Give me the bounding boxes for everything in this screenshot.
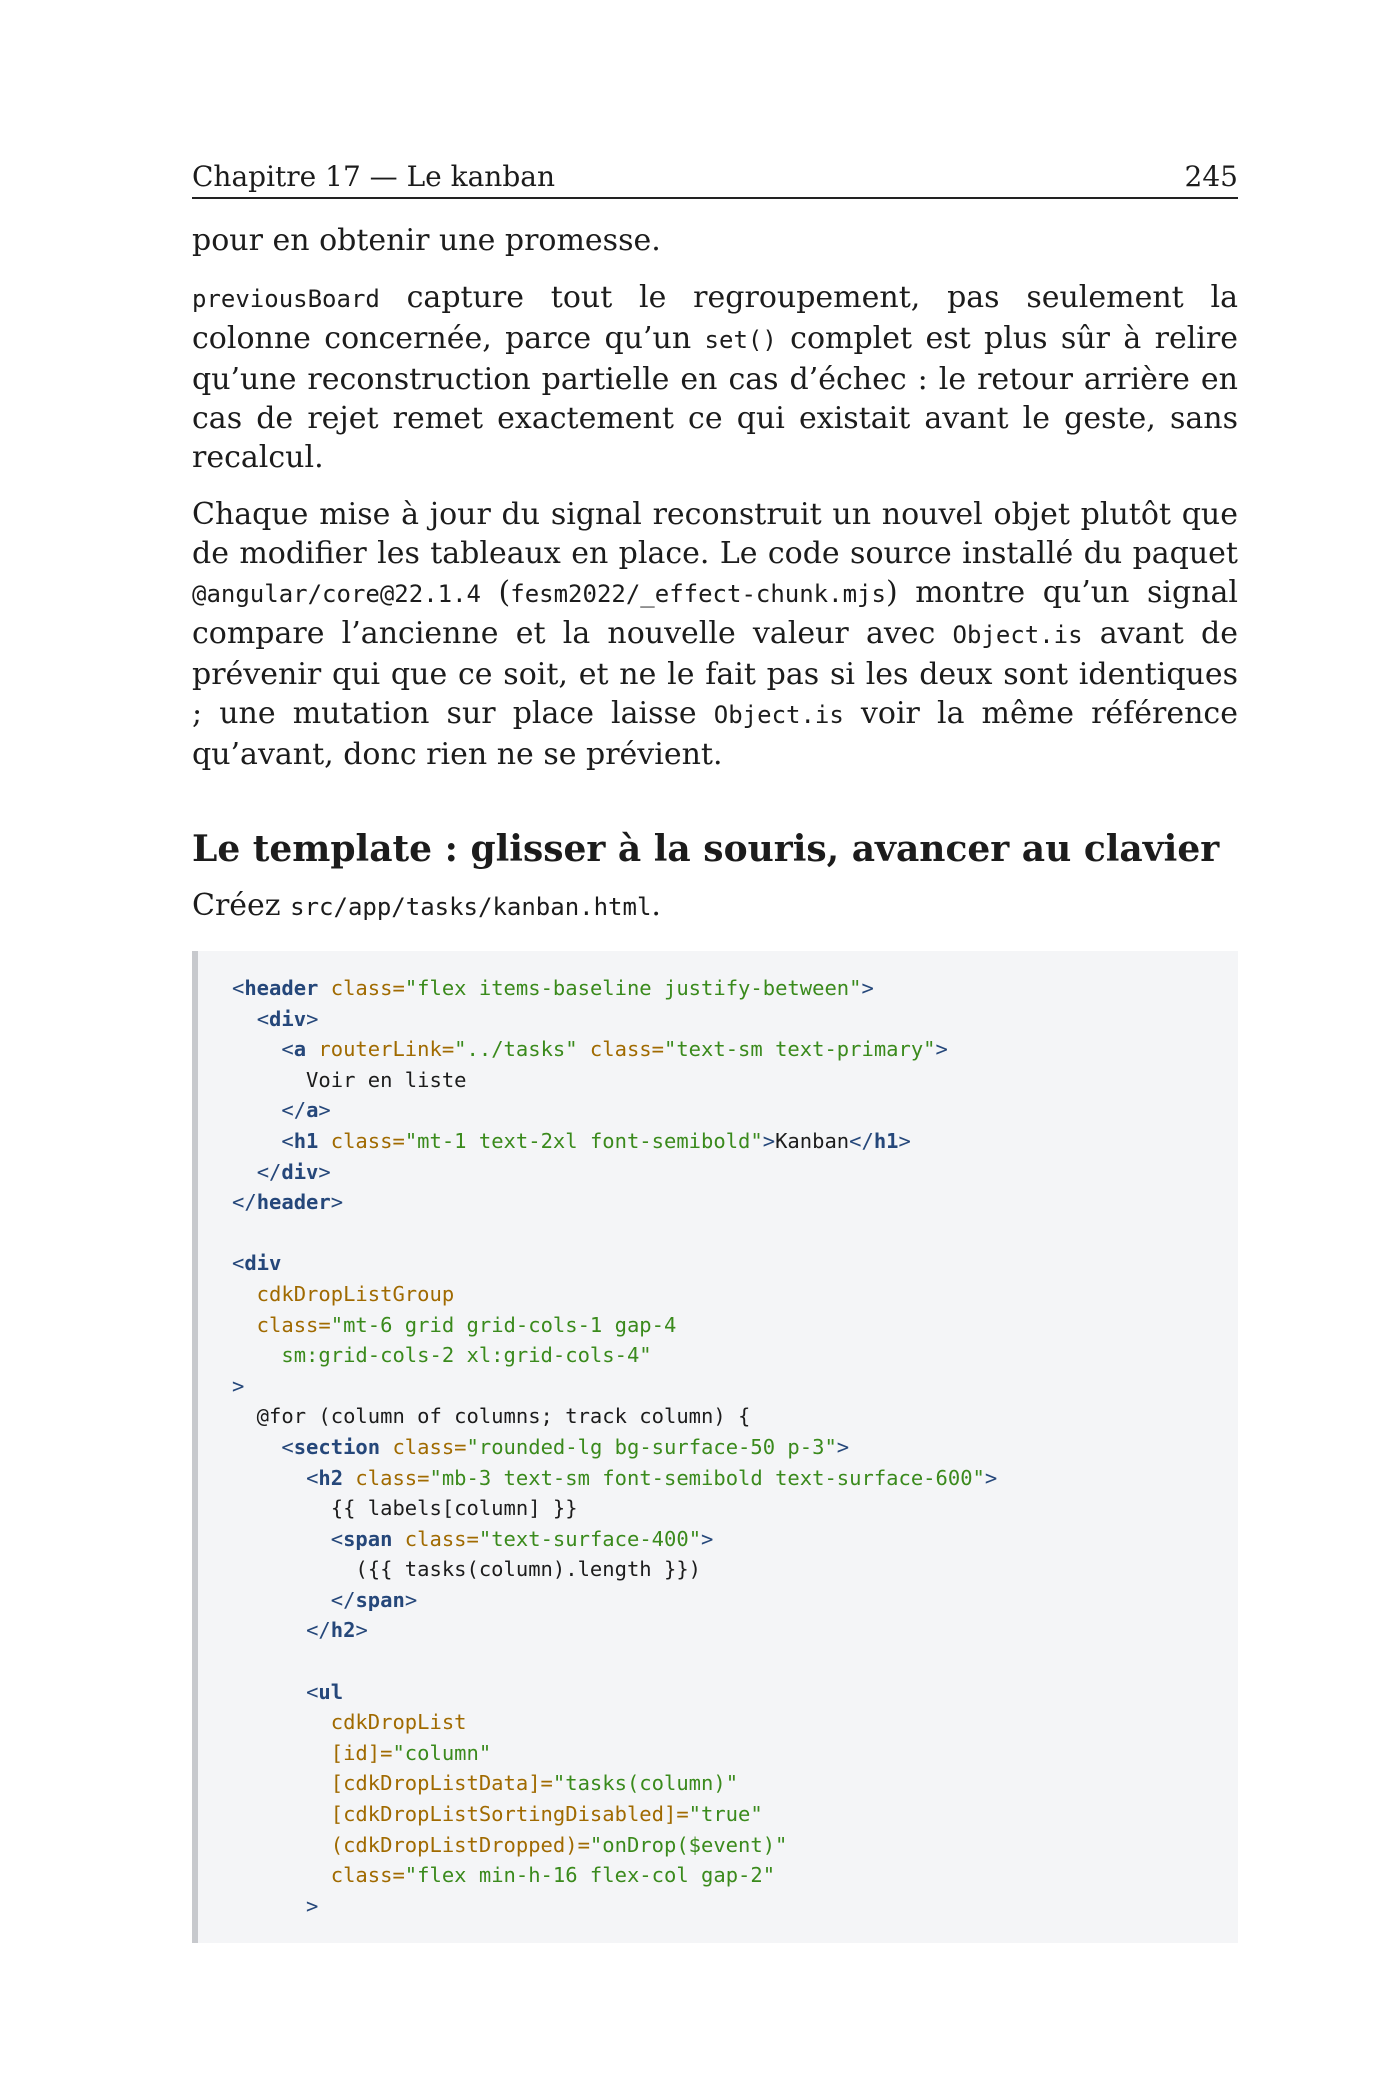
code-string: "onDrop($event)": [589, 1832, 788, 1857]
text-run: Chaque mise à jour du signal reconstruit un nouvel objet plutôt que de modifier les tableaux en place. Le code source installé du paquet: [192, 497, 1238, 571]
code-text: @for (column of columns; track column) {: [232, 1404, 751, 1429]
code-line: [232, 1830, 1238, 1861]
code-line: [232, 1432, 1238, 1463]
code-punct: <: [306, 1465, 319, 1490]
section-heading: Le template : glisser à la souris, avancer au clavier: [192, 828, 1220, 870]
code-punct: <: [281, 1434, 294, 1459]
code-line: [232, 1524, 1238, 1555]
code-tag: a: [306, 1098, 319, 1123]
inline-code: Object.is: [952, 621, 1083, 649]
text-run: capture tout le regroupement, pas seulement la colonne concernée, parce qu’un: [192, 280, 1238, 356]
code-tag: ul: [318, 1679, 344, 1704]
code-line: [232, 1615, 1238, 1646]
code-tag: h2: [318, 1465, 344, 1490]
code-text: [232, 1037, 281, 1061]
code-attr: class=: [318, 976, 405, 1000]
code-line: [232, 1065, 1238, 1096]
code-line: [232, 1768, 1238, 1799]
code-tag: div: [244, 1251, 282, 1276]
intro-paragraph: [192, 886, 1238, 927]
code-tag: div: [281, 1159, 319, 1184]
code-string: "mt-1 text-2xl font-semibold": [404, 1128, 763, 1153]
code-text: [232, 1160, 257, 1184]
inline-code: set(): [704, 326, 777, 354]
code-line: [232, 1279, 1238, 1310]
code-attr: [id]=: [232, 1740, 393, 1765]
inline-code: fesm2022/_effect-chunk.mjs: [510, 580, 886, 608]
code-punct: </: [306, 1618, 331, 1643]
text-run: voir la même référence qu’avant, donc rien ne se prévient.: [192, 696, 1238, 772]
code-attr: class=: [577, 1037, 664, 1062]
code-line: [232, 973, 1238, 1004]
code-tag: h1: [873, 1128, 899, 1153]
code-text: [232, 1527, 331, 1551]
code-tag: a: [293, 1037, 307, 1062]
code-tag: h1: [293, 1128, 319, 1153]
code-line: [232, 1799, 1238, 1830]
code-string: "rounded-lg bg-surface-50 p-3": [466, 1434, 837, 1459]
file-path: src/app/tasks/kanban.html: [290, 893, 652, 921]
code-line: [232, 1187, 1238, 1218]
code-tag: header: [244, 976, 319, 1000]
code-string: "true": [688, 1802, 763, 1827]
code-line: [232, 1248, 1238, 1279]
code-string: sm:grid-cols-2 xl:grid-cols-4": [232, 1343, 652, 1368]
page-number: 245: [1184, 160, 1238, 193]
code-punct: >: [701, 1526, 714, 1551]
code-attr: class=: [392, 1526, 479, 1551]
code-punct: >: [861, 976, 874, 1000]
code-line: [232, 1738, 1238, 1769]
code-punct: </: [849, 1128, 874, 1153]
code-line: [232, 1707, 1238, 1738]
code-punct: <: [256, 1006, 270, 1031]
chapter-title: Chapitre 17 — Le kanban: [192, 160, 555, 193]
code-block: [192, 951, 1238, 1943]
code-text: [232, 1680, 306, 1704]
paragraph-2: [192, 278, 1238, 477]
text-run: Créez: [192, 888, 291, 923]
code-attr: class=: [232, 1863, 405, 1888]
code-line: [232, 1554, 1238, 1585]
code-text: [232, 1435, 281, 1459]
code-string: "flex min-h-16 flex-col gap-2": [404, 1863, 776, 1888]
code-attr: (cdkDropListDropped)=: [232, 1832, 590, 1857]
code-attr: cdkDropListGroup: [232, 1281, 455, 1306]
code-attr: [cdkDropListSortingDisabled]=: [232, 1802, 689, 1827]
code-text: [232, 1618, 306, 1642]
code-punct: >: [330, 1190, 344, 1215]
code-text: ({{ tasks(column).length }}): [232, 1557, 701, 1582]
code-line: [232, 1585, 1238, 1616]
code-line: [232, 1860, 1238, 1891]
code-punct: <: [232, 976, 245, 1000]
code-line: [232, 1034, 1238, 1065]
code-line: [232, 1463, 1238, 1494]
code-punct: >: [232, 1373, 245, 1398]
text-run: (: [480, 575, 511, 610]
code-attr: class=: [343, 1465, 430, 1490]
code-text: [232, 1129, 281, 1153]
code-text: [232, 1007, 257, 1031]
code-text: [232, 1098, 281, 1122]
code-punct: <: [330, 1526, 344, 1551]
inline-code: @angular/core@22.1.4: [192, 580, 481, 608]
code-tag: div: [269, 1006, 307, 1031]
code-attr: class=: [232, 1312, 331, 1337]
paragraph-1: pour en obtenir une promesse.: [192, 223, 661, 258]
code-attr: cdkDropList: [232, 1710, 467, 1735]
code-line: [232, 1891, 1238, 1922]
code-string: "mt-6 grid grid-cols-1 gap-4: [330, 1312, 677, 1337]
code-line: [232, 1126, 1238, 1157]
code-tag: span: [343, 1526, 393, 1551]
code-punct: <: [281, 1128, 294, 1153]
code-text: [232, 1466, 306, 1490]
code-line: [232, 1310, 1238, 1341]
text-run: avant de prévenir qui que ce soit, et ne le fait pas si les deux sont identiques ; une mutation sur place laisse: [192, 616, 1238, 731]
text-run: ) montre qu’un signal compare l’ancienne et la nouvelle valeur avec: [192, 575, 1238, 651]
code-punct: </: [232, 1190, 257, 1215]
code-line: [232, 1157, 1238, 1188]
code-line: [232, 1004, 1238, 1035]
code-line: [232, 1340, 1238, 1371]
code-punct: </: [256, 1159, 282, 1184]
code-punct: >: [762, 1128, 776, 1153]
code-text: Kanban: [775, 1128, 850, 1153]
code-string: "column": [392, 1740, 492, 1765]
code-line: [232, 1218, 1238, 1249]
code-tag: section: [293, 1434, 381, 1459]
code-tag: span: [355, 1587, 405, 1612]
code-tag: header: [256, 1190, 331, 1215]
running-head: [192, 160, 1238, 199]
code-line: [232, 1095, 1238, 1126]
code-line: [232, 1646, 1238, 1677]
code-string: "../tasks": [454, 1037, 578, 1062]
code-punct: <: [281, 1037, 294, 1062]
code-text: Voir en liste: [232, 1067, 467, 1092]
code-string: "mb-3 text-sm font-semibold text-surface-600": [429, 1465, 985, 1490]
code-punct: >: [898, 1128, 911, 1153]
code-punct: >: [836, 1434, 850, 1459]
code-punct: >: [984, 1465, 998, 1490]
page: [192, 160, 1238, 1943]
code-line: [232, 1677, 1238, 1708]
code-punct: >: [404, 1587, 418, 1612]
code-line: [232, 1493, 1238, 1524]
text-run: complet est plus sûr à relire qu’une reconstruction partielle en cas d’échec : le retour arrière en cas de rejet remet exactement ce qui existait avant le geste, sans recalcul.: [192, 321, 1238, 475]
code-punct: >: [318, 1098, 331, 1123]
code-punct: </: [281, 1098, 307, 1123]
code-attr: class=: [380, 1434, 467, 1459]
inline-code: Object.is: [713, 701, 844, 729]
code-punct: <: [232, 1251, 245, 1276]
code-string: "text-surface-400": [478, 1526, 702, 1551]
code-punct: >: [935, 1037, 948, 1062]
paragraph-3: [192, 495, 1238, 774]
code-attr: routerLink=: [306, 1037, 455, 1062]
code-punct: </: [330, 1587, 356, 1612]
code-attr: [cdkDropListData]=: [232, 1771, 553, 1796]
code-punct: >: [232, 1893, 319, 1918]
code-punct: >: [355, 1618, 368, 1643]
code-string: "flex items-baseline justify-between": [404, 976, 862, 1000]
code-string: "text-sm text-primary": [664, 1037, 936, 1062]
code-line: [232, 1401, 1238, 1432]
code-string: "tasks(column)": [552, 1771, 739, 1796]
code-punct: <: [306, 1679, 319, 1704]
code-line: [232, 1371, 1238, 1402]
code-text: {{ labels[column] }}: [232, 1496, 578, 1521]
code-attr: class=: [318, 1128, 405, 1153]
code-tag: h2: [330, 1618, 356, 1643]
text-run: .: [651, 888, 661, 923]
code-text: [232, 1588, 331, 1612]
code-punct: >: [318, 1159, 331, 1184]
code-punct: >: [306, 1006, 319, 1031]
inline-code: previousBoard: [192, 285, 380, 313]
